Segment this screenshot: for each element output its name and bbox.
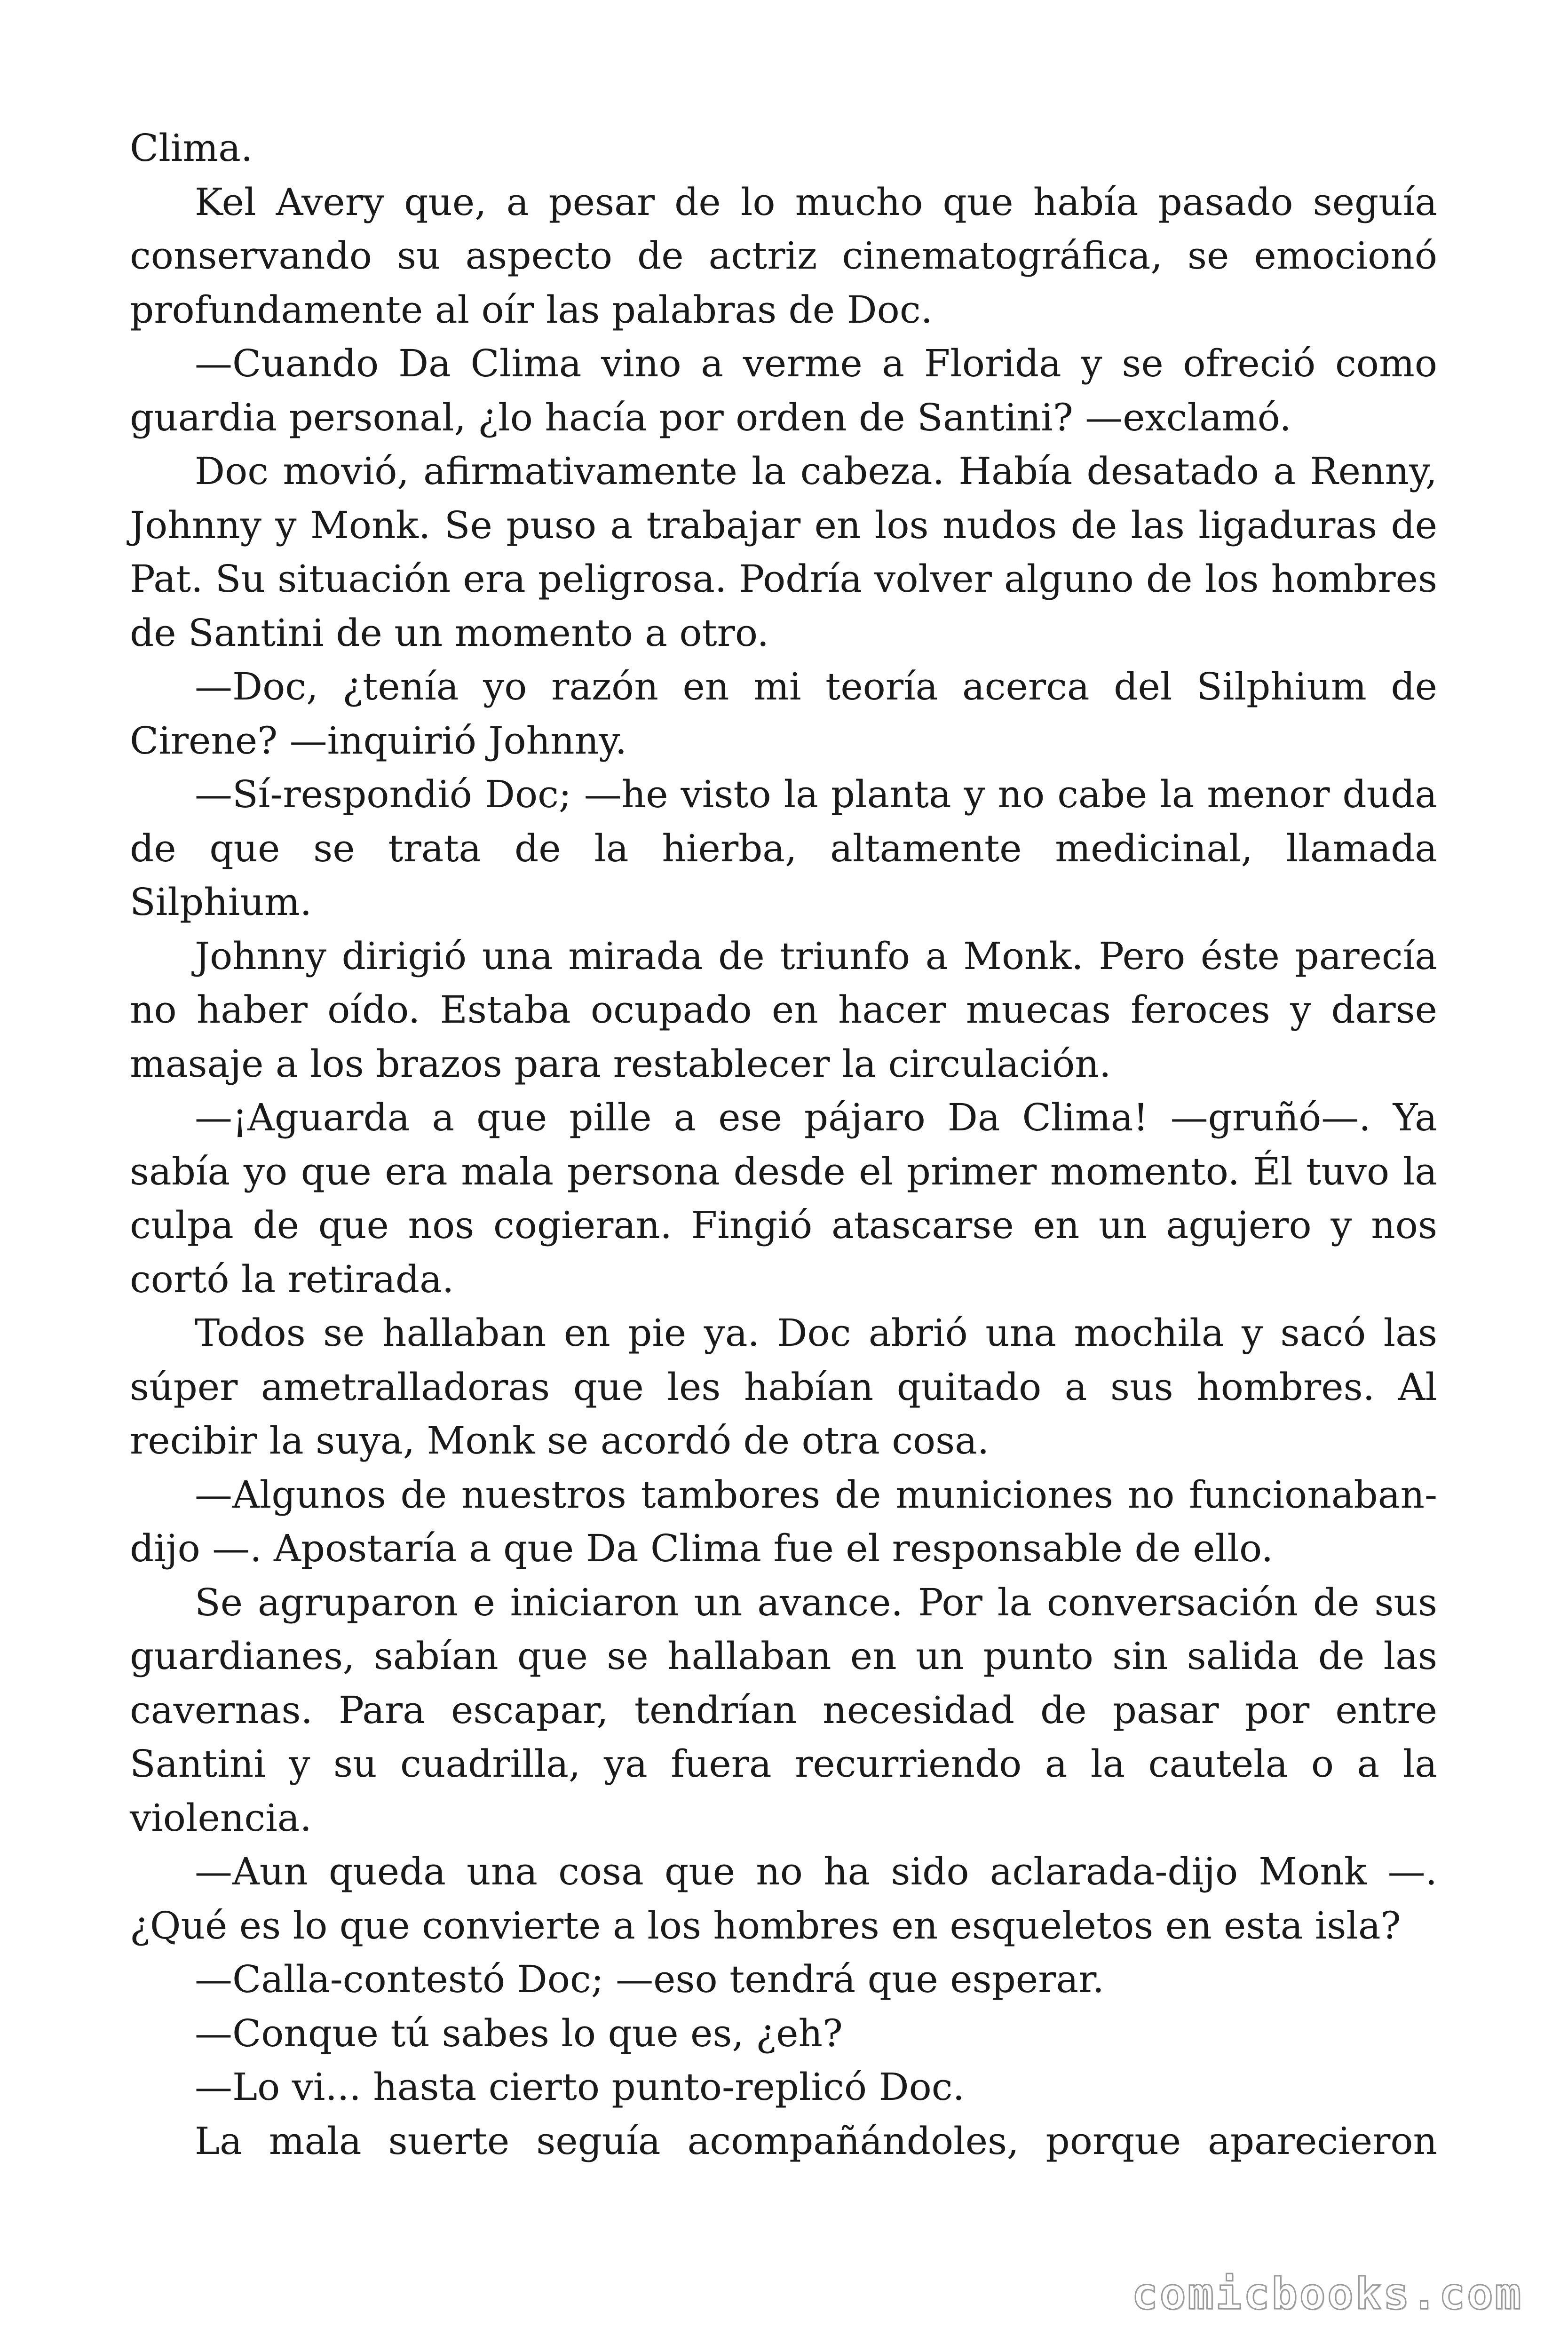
paragraph: —Conque tú sabes lo que es, ¿eh? — [195, 2011, 843, 2055]
paragraph: —¡Aguarda a que pille a ese pájaro Da Clima! —gruñó—. Ya sabía yo que era mala persona desde el primer momento. Él tuvo la culpa de que nos cogieran. Fingió atascarse en un agujero y nos cortó la retirada. — [130, 1096, 1437, 1301]
paragraph: —Doc, ¿tenía yo razón en mi teoría acerca del Silphium de Cirene? —inquirió Johnny. — [130, 665, 1437, 763]
paragraph: Doc movió, afirmativamente la cabeza. Había desatado a Renny, Johnny y Monk. Se puso a trabajar en los nudos de las ligaduras de Pat. Su situación era peligrosa. Podría volver alguno de los hombres de Santini de un momento a otro. — [130, 449, 1437, 655]
paragraph: Se agruparon e iniciaron un avance. Por la conversación de sus guardianes, sabían que se hallaban en un punto sin salida de las cavernas. Para escapar, tendrían necesidad de pasar por entre Santini y su cuadrilla, ya fuera recurriendo a la cautela o a la violencia. — [130, 1580, 1437, 1840]
paragraph: —Aun queda una cosa que no ha sido aclarada-dijo Monk —. ¿Qué es lo que convierte a los hombres en esqueletos en esta isla? — [130, 1850, 1437, 1947]
paragraph: Johnny dirigió una mirada de triunfo a Monk. Pero éste parecía no haber oído. Estaba ocupado en hacer muecas feroces y darse masaje a los brazos para restablecer la circulación. — [130, 934, 1437, 1086]
paragraph: —Lo vi... hasta cierto punto-replicó Doc. — [195, 2065, 965, 2109]
paragraph: Clima. — [130, 126, 253, 170]
page-body-text — [130, 121, 1437, 2168]
paragraph: —Calla-contestó Doc; —eso tendrá que esperar. — [195, 1957, 1104, 2001]
paragraph-continued: La mala suerte seguía acompañándoles, porque aparecieron — [195, 2119, 1437, 2163]
paragraph: —Cuando Da Clima vino a verme a Florida y se ofreció como guardia personal, ¿lo hacía por orden de Santini? —exclamó. — [130, 342, 1437, 439]
paragraph: Kel Avery que, a pesar de lo mucho que había pasado seguía conservando su aspecto de actriz cinematográfica, se emocionó profundamente al oír las palabras de Doc. — [130, 180, 1437, 332]
paragraph: —Sí-respondió Doc; —he visto la planta y no cabe la menor duda de que se trata de la hierba, altamente medicinal, llamada Silphium. — [130, 772, 1437, 924]
paragraph: —Algunos de nuestros tambores de municiones no funcionaban-dijo —. Apostaría a que Da Clima fue el responsable de ello. — [130, 1472, 1437, 1570]
site-watermark: comicbooks.com — [1132, 2269, 1523, 2319]
paragraph: Todos se hallaban en pie ya. Doc abrió una mochila y sacó las súper ametralladoras que les habían quitado a sus hombres. Al recibir la suya, Monk se acordó de otra cosa. — [130, 1311, 1437, 1462]
